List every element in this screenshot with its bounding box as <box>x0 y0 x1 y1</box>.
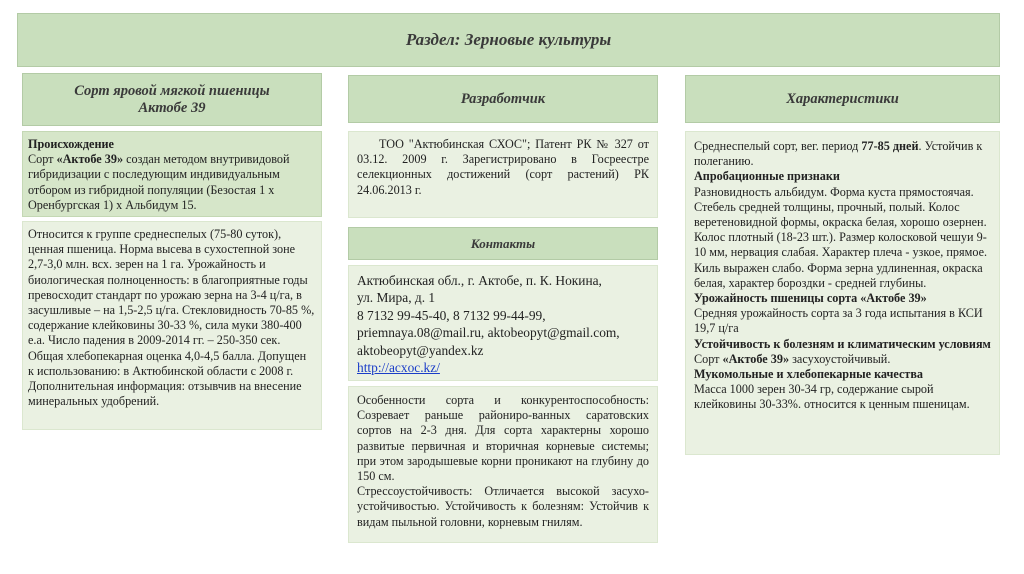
origin-heading: Происхождение <box>28 137 114 151</box>
char-heading-yield: Урожайность пшеницы сорта «Актобе 39» <box>694 291 927 306</box>
page-title <box>17 13 1000 67</box>
char-intro-post: . Устойчив к полеганию. <box>694 139 983 169</box>
contacts-header-text: Контакты <box>470 235 536 251</box>
contacts-address-line2: ул. Мира, д. 1 <box>357 290 436 306</box>
description-text: Относится к группе среднеспелых (75-80 суток), ценная пшеница. Норма высева в сухостепной зоне 2,7-3,0 млн. всх. зерен на 1 га. Урожайность и биологическая полноценность: в благоприятные годы превосходит стандарт по урожаю зерна на 3-4 ц/га, в засушливые – на 1,5-2,5 ц/га. Стекловидность 70-85 %, содержание клейковины 30-33 %, сила муки 380-400 е.а. Число падения в 2009-2014 гг. – 250-350 сек. Общая хлебопекарная оценка 4,0-4,5 балла. Допущен к использованию: в Актюбинской области с 2008 г. Дополнительная информация: отзывчив на внесение минеральных удобрений. <box>28 227 315 409</box>
char-intro-days: 77-85 дней <box>861 139 919 153</box>
variety-header-line2: Актобе 39 <box>138 99 206 116</box>
char-yield-text: Средняя урожайность сорта за 3 года испытания в КСИ 19,7 ц/га <box>694 306 983 336</box>
page-title-text: Раздел: Зерновые культуры <box>405 30 612 49</box>
features-paragraph-1: Особенности сорта и конкурентоспособность: Созревает раньше райониро-ванных саратовских сортов на 2-3 дня. Для сорта характерны хорошо развитые первичная и вторичная корневые системы; при этом зародышевые корни проникают на глубину до 150 см. <box>357 393 649 484</box>
developer-text: ТОО "Актюбинская СХОС"; Патент РК № 327 от 03.12. 2009 г. Зарегистрировано в Госреестре селекционных достижений (сорт растений) РК 24.06.2013 г. <box>357 137 649 197</box>
characteristics-box <box>685 131 1000 455</box>
char-heading-approbation: Апробационные признаки <box>694 169 840 184</box>
contacts-website-link[interactable]: http://acxoc.kz/ <box>357 360 440 376</box>
contacts-address-line1: Актюбинская обл., г. Актобе, п. К. Нокина, <box>357 273 602 288</box>
variety-header <box>22 73 322 126</box>
origin-box <box>22 131 322 217</box>
char-heading-milling: Мукомольные и хлебопекарные качества <box>694 367 924 382</box>
char-milling-text: Масса 1000 зерен 30-34 гр, содержание сырой клейковины 30-33%. относится к ценным пшеницам. <box>694 382 970 412</box>
char-resistance-post: засухоустойчивый. <box>789 351 891 366</box>
developer-header-text: Разработчик <box>460 90 546 107</box>
origin-variety-name: «Актобе 39» <box>56 152 124 167</box>
contacts-phones: 8 7132 99-45-40, 8 7132 99-44-99, <box>357 307 546 323</box>
developer-header <box>348 75 658 123</box>
features-paragraph-2: Стрессоустойчивость: Отличается высокой засухо-устойчивостью. Устойчивость к болезням: Устойчив к видам пыльной головни, корневым гнилям. <box>357 484 649 529</box>
origin-pre: Сорт <box>28 152 57 167</box>
contacts-email-yandex: aktobeopyt@yandex.kz <box>357 342 484 358</box>
char-approbation-text: Разновидность альбидум. Форма куста прямостоячая. Стебель средней толщины, прочный, полый. Колос веретеновидной формы, окраска белая, хорошо озернен. Колос плотный (18-23 шт.). Размер колосковой чешуи 9-10 мм, нервация слабая. Характер плеча - узкое, прямое. Киль выражен слабо. Форма зерна удлиненная, окраска белая, характер бороздки - средней глубины. <box>694 184 988 290</box>
origin-text: создан методом внутривидовой гибридизации с последующим индивидуальным отбором из гибридной популяции (Безостая 1 х Оренбургская 1) х Альбидум 15. <box>28 152 290 212</box>
char-heading-resistance: Устойчивость к болезням и климатическим условиям <box>694 336 991 351</box>
features-box <box>348 386 658 543</box>
contacts-box <box>348 265 658 381</box>
contacts-header <box>348 227 658 260</box>
char-intro-pre: Среднеспелый сорт, вег. период <box>694 139 862 153</box>
description-box <box>22 221 322 430</box>
char-resistance-pre: Сорт <box>694 351 723 366</box>
char-resistance-name: «Актобе 39» <box>722 351 790 366</box>
developer-box <box>348 131 658 218</box>
contacts-emails: priemnaya.08@mail.ru, aktobeopyt@gmail.com, <box>357 325 620 341</box>
characteristics-header <box>685 75 1000 123</box>
variety-header-line1: Сорт яровой мягкой пшеницы <box>74 82 270 99</box>
characteristics-header-text: Характеристики <box>786 90 899 107</box>
